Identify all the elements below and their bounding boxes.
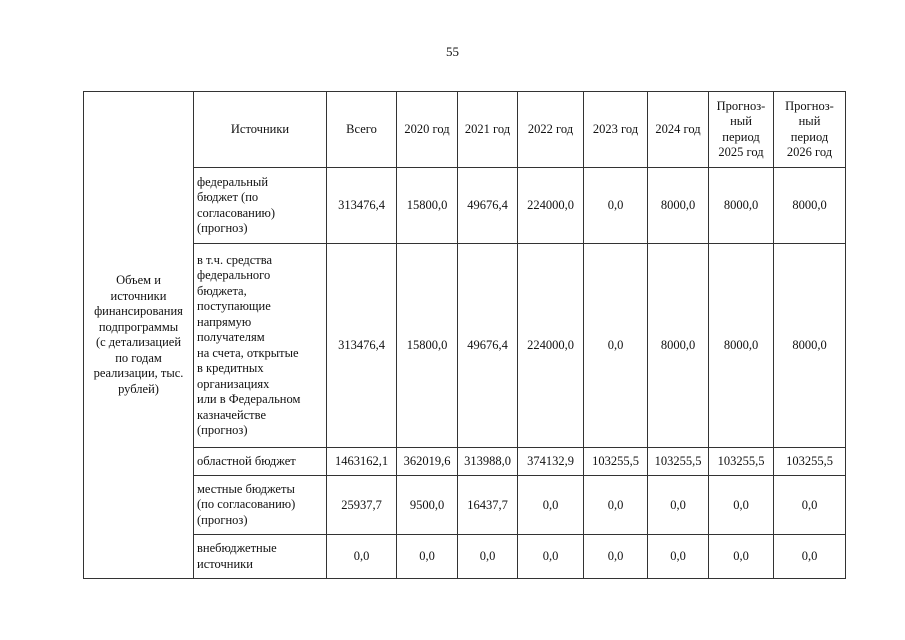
value-cell: 0,0: [774, 476, 846, 535]
value-cell: 0,0: [458, 535, 518, 579]
value-cell: 0,0: [584, 168, 648, 244]
header-2026-forecast: Прогноз- ный период 2026 год: [774, 92, 846, 168]
value-cell: 224000,0: [518, 168, 584, 244]
row-label-cell: Объем и источники финансирования подпрограммы (с детализацией по годам реализации, тыс. рублей): [84, 92, 194, 579]
value-cell: 0,0: [397, 535, 458, 579]
value-cell: 224000,0: [518, 244, 584, 448]
table-row: [84, 448, 846, 476]
header-2025-forecast: Прогноз- ный период 2025 год: [709, 92, 774, 168]
value-cell: 8000,0: [709, 244, 774, 448]
value-cell: 0,0: [518, 535, 584, 579]
value-cell: 362019,6: [397, 448, 458, 476]
header-2024: 2024 год: [648, 92, 709, 168]
value-cell: 16437,7: [458, 476, 518, 535]
value-cell: 9500,0: [397, 476, 458, 535]
table-row: [84, 476, 846, 535]
value-cell: 374132,9: [518, 448, 584, 476]
table-row: [84, 168, 846, 244]
value-cell: 8000,0: [774, 168, 846, 244]
value-cell: 0,0: [584, 476, 648, 535]
value-cell: 49676,4: [458, 168, 518, 244]
header-2020: 2020 год: [397, 92, 458, 168]
value-cell: 0,0: [709, 535, 774, 579]
value-cell: 8000,0: [774, 244, 846, 448]
value-cell: 313476,4: [327, 244, 397, 448]
header-2023: 2023 год: [584, 92, 648, 168]
source-federal-direct: в т.ч. средства федерального бюджета, поступающие напрямую получателям на счета, открытые в кредитных организациях или в Федеральном казначействе (прогноз): [194, 244, 327, 448]
table-row: [84, 244, 846, 448]
value-cell: 0,0: [774, 535, 846, 579]
value-cell: 103255,5: [774, 448, 846, 476]
value-cell: 0,0: [584, 535, 648, 579]
header-row: [84, 92, 846, 168]
value-cell: 103255,5: [584, 448, 648, 476]
table-row: [84, 535, 846, 579]
source-local: местные бюджеты (по согласованию) (прогноз): [194, 476, 327, 535]
value-cell: 25937,7: [327, 476, 397, 535]
value-cell: 8000,0: [648, 168, 709, 244]
value-cell: 313476,4: [327, 168, 397, 244]
value-cell: 0,0: [584, 244, 648, 448]
value-cell: 0,0: [518, 476, 584, 535]
page-number: 55: [446, 44, 459, 59]
header-total: Всего: [327, 92, 397, 168]
value-cell: 0,0: [709, 476, 774, 535]
financing-table: [83, 91, 846, 579]
value-cell: 8000,0: [648, 244, 709, 448]
header-2022: 2022 год: [518, 92, 584, 168]
value-cell: 0,0: [648, 535, 709, 579]
source-regional: областной бюджет: [194, 448, 327, 476]
value-cell: 0,0: [648, 476, 709, 535]
value-cell: 49676,4: [458, 244, 518, 448]
value-cell: 313988,0: [458, 448, 518, 476]
value-cell: 0,0: [327, 535, 397, 579]
value-cell: 103255,5: [648, 448, 709, 476]
value-cell: 15800,0: [397, 244, 458, 448]
value-cell: 15800,0: [397, 168, 458, 244]
value-cell: 103255,5: [709, 448, 774, 476]
value-cell: 1463162,1: [327, 448, 397, 476]
value-cell: 8000,0: [709, 168, 774, 244]
source-extrabudgetary: внебюджетные источники: [194, 535, 327, 579]
header-2021: 2021 год: [458, 92, 518, 168]
header-sources: Источники: [194, 92, 327, 168]
source-federal: федеральный бюджет (по согласованию) (прогноз): [194, 168, 327, 244]
